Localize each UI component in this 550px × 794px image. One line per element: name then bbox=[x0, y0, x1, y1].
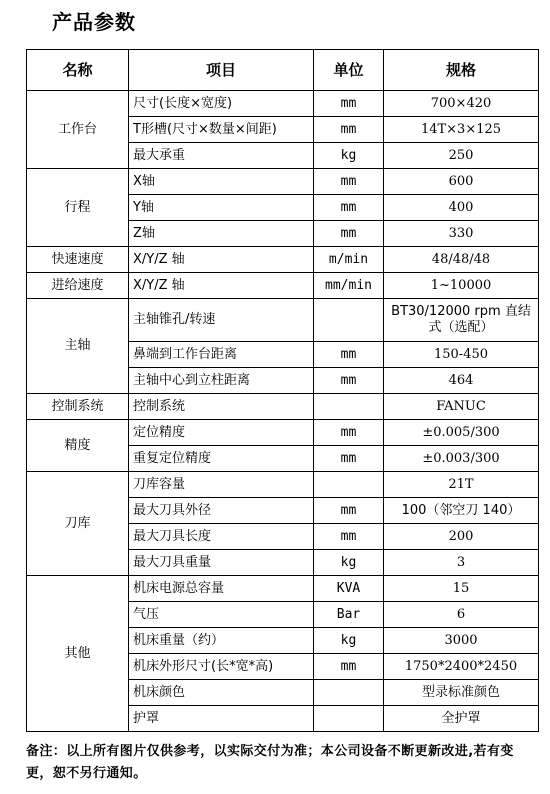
spec-cell: 3 bbox=[384, 550, 539, 576]
spec-cell: 400 bbox=[384, 195, 539, 221]
spec-cell: 600 bbox=[384, 169, 539, 195]
spec-cell: 全护罩 bbox=[384, 706, 539, 732]
unit-cell bbox=[314, 394, 384, 420]
item-cell: 机床电源总容量 bbox=[129, 576, 314, 602]
group-name-cell: 工作台 bbox=[27, 91, 129, 169]
item-cell: 机床重量（约） bbox=[129, 628, 314, 654]
unit-cell: mm bbox=[314, 342, 384, 368]
unit-cell bbox=[314, 299, 384, 342]
unit-cell: m/min bbox=[314, 247, 384, 273]
header-unit: 单位 bbox=[314, 50, 384, 91]
group-name-cell: 快速速度 bbox=[27, 247, 129, 273]
page-title: 产品参数 bbox=[52, 10, 136, 34]
spec-cell: ±0.003/300 bbox=[384, 446, 539, 472]
header-spec: 规格 bbox=[384, 50, 539, 91]
spec-cell: 1750*2400*2450 bbox=[384, 654, 539, 680]
table-row bbox=[27, 576, 539, 602]
group-name-cell: 控制系统 bbox=[27, 394, 129, 420]
spec-cell: 100（邻空刀 140） bbox=[384, 498, 539, 524]
item-cell: 控制系统 bbox=[129, 394, 314, 420]
item-cell: 主轴锥孔/转速 bbox=[129, 299, 314, 342]
item-cell: 护罩 bbox=[129, 706, 314, 732]
spec-cell: 6 bbox=[384, 602, 539, 628]
item-cell: 气压 bbox=[129, 602, 314, 628]
item-cell: 最大刀具长度 bbox=[129, 524, 314, 550]
item-cell: 定位精度 bbox=[129, 420, 314, 446]
table-row bbox=[27, 91, 539, 117]
spec-cell: 15 bbox=[384, 576, 539, 602]
spec-table-body bbox=[27, 91, 539, 732]
item-cell: 尺寸(长度×宽度) bbox=[129, 91, 314, 117]
spec-cell: 200 bbox=[384, 524, 539, 550]
unit-cell: kg bbox=[314, 550, 384, 576]
spec-cell: 14T×3×125 bbox=[384, 117, 539, 143]
table-row bbox=[27, 247, 539, 273]
item-cell: 重复定位精度 bbox=[129, 446, 314, 472]
spec-cell: 3000 bbox=[384, 628, 539, 654]
item-cell: X/Y/Z 轴 bbox=[129, 273, 314, 299]
unit-cell bbox=[314, 680, 384, 706]
spec-cell: FANUC bbox=[384, 394, 539, 420]
item-cell: T形槽(尺寸×数量×间距) bbox=[129, 117, 314, 143]
item-cell: 机床颜色 bbox=[129, 680, 314, 706]
unit-cell: kg bbox=[314, 143, 384, 169]
unit-cell: mm bbox=[314, 195, 384, 221]
unit-cell: mm bbox=[314, 91, 384, 117]
item-cell: Z轴 bbox=[129, 221, 314, 247]
item-cell: 鼻端到工作台距离 bbox=[129, 342, 314, 368]
header-name: 名称 bbox=[27, 50, 129, 91]
spec-cell: 330 bbox=[384, 221, 539, 247]
footnote: 备注：以上所有图片仅供参考，以实际交付为准；本公司设备不断更新改进,若有变更，恕不另行通知。 bbox=[26, 744, 514, 781]
spec-cell: 1~10000 bbox=[384, 273, 539, 299]
unit-cell: KVA bbox=[314, 576, 384, 602]
unit-cell: mm bbox=[314, 446, 384, 472]
unit-cell: mm bbox=[314, 498, 384, 524]
table-row bbox=[27, 169, 539, 195]
spec-cell: 21T bbox=[384, 472, 539, 498]
unit-cell: mm bbox=[314, 117, 384, 143]
item-cell: 最大刀具外径 bbox=[129, 498, 314, 524]
group-name-cell: 其他 bbox=[27, 576, 129, 732]
unit-cell: mm bbox=[314, 420, 384, 446]
unit-cell: mm bbox=[314, 654, 384, 680]
unit-cell bbox=[314, 706, 384, 732]
group-name-cell: 行程 bbox=[27, 169, 129, 247]
unit-cell bbox=[314, 472, 384, 498]
group-name-cell: 进给速度 bbox=[27, 273, 129, 299]
unit-cell: mm bbox=[314, 368, 384, 394]
spec-cell: 48/48/48 bbox=[384, 247, 539, 273]
table-row bbox=[27, 273, 539, 299]
spec-cell: ±0.005/300 bbox=[384, 420, 539, 446]
unit-cell: mm/min bbox=[314, 273, 384, 299]
item-cell: 最大刀具重量 bbox=[129, 550, 314, 576]
table-row bbox=[27, 420, 539, 446]
item-cell: 最大承重 bbox=[129, 143, 314, 169]
unit-cell: mm bbox=[314, 169, 384, 195]
spec-cell: 464 bbox=[384, 368, 539, 394]
item-cell: 机床外形尺寸(长*宽*高) bbox=[129, 654, 314, 680]
spec-cell: 150-450 bbox=[384, 342, 539, 368]
group-name-cell: 主轴 bbox=[27, 299, 129, 394]
unit-cell: mm bbox=[314, 524, 384, 550]
unit-cell: mm bbox=[314, 221, 384, 247]
table-row bbox=[27, 394, 539, 420]
spec-cell: 型录标准颜色 bbox=[384, 680, 539, 706]
unit-cell: Bar bbox=[314, 602, 384, 628]
spec-table bbox=[26, 49, 539, 732]
spec-cell: BT30/12000 rpm 直结式（选配） bbox=[384, 299, 539, 342]
table-header-row bbox=[27, 50, 539, 91]
unit-cell: kg bbox=[314, 628, 384, 654]
header-item: 项目 bbox=[129, 50, 314, 91]
group-name-cell: 精度 bbox=[27, 420, 129, 472]
item-cell: 刀库容量 bbox=[129, 472, 314, 498]
group-name-cell: 刀库 bbox=[27, 472, 129, 576]
item-cell: X/Y/Z 轴 bbox=[129, 247, 314, 273]
spec-cell: 700×420 bbox=[384, 91, 539, 117]
table-row bbox=[27, 299, 539, 342]
item-cell: Y轴 bbox=[129, 195, 314, 221]
item-cell: X轴 bbox=[129, 169, 314, 195]
table-row bbox=[27, 472, 539, 498]
item-cell: 主轴中心到立柱距离 bbox=[129, 368, 314, 394]
spec-cell: 250 bbox=[384, 143, 539, 169]
